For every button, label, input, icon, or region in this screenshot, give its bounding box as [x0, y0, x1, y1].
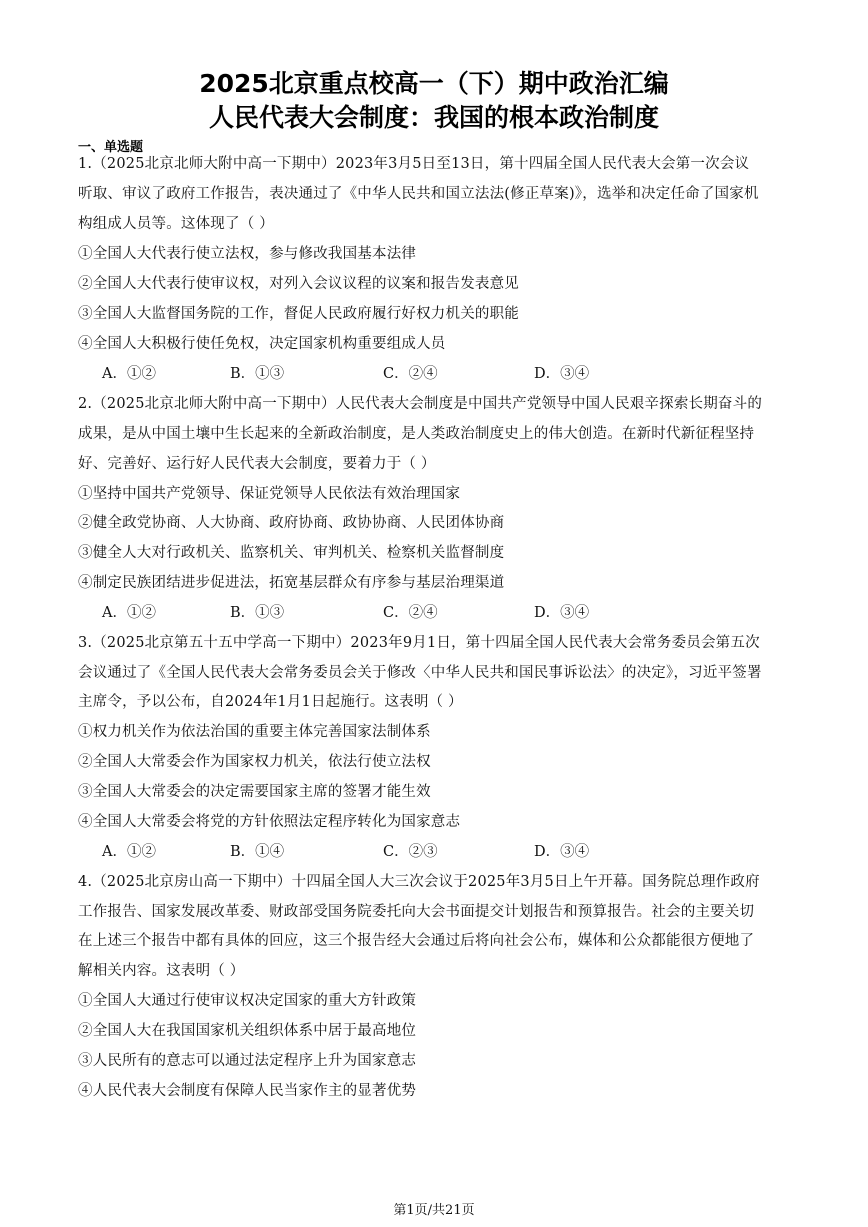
question-1-stem-line: 构组成人员等。这体现了（ ）	[78, 216, 274, 232]
question-4-stem-line: 工作报告、国家发展改革委、财政部受国务院委托向大会书面提交计划报告和预算报告。社会的主要关切	[78, 904, 755, 920]
question-2-stem-line: 好、完善好、运行好人民代表大会制度，要着力于（ ）	[78, 456, 436, 472]
question-2-item: ④制定民族团结进步促进法，拓宽基层群众有序参与基层治理渠道	[78, 575, 505, 591]
question-4-stem-line: 在上述三个报告中都有具体的回应，这三个报告经大会通过后将向社会公布，媒体和公众都能很方便地了	[78, 933, 755, 949]
question-2-stem-line: 2.（2025北京北师大附中高一下期中）人民代表大会制度是中国共产党领导中国人民艰辛探索长期奋斗的	[78, 396, 763, 412]
question-1-item: ①全国人大代表行使立法权，参与修改我国基本法律	[78, 246, 417, 262]
question-3-stem-line: 会议通过了《全国人民代表大会常务委员会关于修改〈中华人民共和国民事诉讼法〉的决定》，习近平签署	[78, 665, 762, 681]
question-2-item: ③健全人大对行政机关、监察机关、审判机关、检察机关监督制度	[78, 545, 505, 561]
question-3-item: ④全国人大常委会将党的方针依照法定程序转化为国家意志	[78, 814, 461, 830]
question-2-item: ①坚持中国共产党领导、保证党领导人民依法有效治理国家	[78, 486, 461, 502]
question-1-option-b: B．①③	[230, 366, 285, 382]
question-3-item: ②全国人大常委会作为国家权力机关，依法行使立法权	[78, 754, 431, 770]
question-1-option-d: D．③④	[534, 366, 590, 382]
question-2-option-c: C．②④	[383, 605, 438, 621]
question-3-item: ③全国人大常委会的决定需要国家主席的签署才能生效	[78, 784, 431, 800]
section-heading: 一、单选题	[78, 140, 144, 155]
question-1-stem-line: 1.（2025北京北师大附中高一下期中）2023年3月5日至13日，第十四届全国人民代表大会第一次会议	[78, 156, 750, 172]
question-1-option-a: A．①②	[102, 366, 156, 382]
document-title-line1: 2025北京重点校高一（下）期中政治汇编	[199, 69, 669, 98]
question-4-item: ①全国人大通过行使审议权决定国家的重大方针政策	[78, 993, 417, 1009]
question-3-stem-line: 3.（2025北京第五十五中学高一下期中）2023年9月1日，第十四届全国人民代表大会常务委员会第五次	[78, 635, 760, 651]
question-2-option-d: D．③④	[534, 605, 590, 621]
question-4-item: ②全国人大在我国国家机关组织体系中居于最高地位	[78, 1023, 417, 1039]
page-footer: 第1页/共21页	[393, 1203, 475, 1218]
question-4-item: ③人民所有的意志可以通过法定程序上升为国家意志	[78, 1053, 417, 1069]
question-1-stem-line: 听取、审议了政府工作报告，表决通过了《中华人民共和国立法法(修正草案)》，选举和决定任命了国家机	[78, 186, 759, 202]
question-1-item: ③全国人大监督国务院的工作，督促人民政府履行好权力机关的职能	[78, 306, 519, 322]
question-4-stem-line: 解相关内容。这表明（ ）	[78, 963, 245, 979]
question-1-option-c: C．②④	[383, 366, 438, 382]
question-2-item: ②健全政党协商、人大协商、政府协商、政协协商、人民团体协商	[78, 515, 505, 531]
document-title-line2: 人民代表大会制度：我国的根本政治制度	[208, 103, 659, 132]
question-4-item: ④人民代表大会制度有保障人民当家作主的显著优势	[78, 1083, 417, 1099]
question-2-stem-line: 成果，是从中国土壤中生长起来的全新政治制度，是人类政治制度史上的伟大创造。在新时代新征程坚持	[78, 426, 755, 442]
question-3-option-c: C．②③	[383, 844, 438, 860]
question-3-option-b: B．①④	[230, 844, 285, 860]
question-2-option-a: A．①②	[102, 605, 156, 621]
question-1-item: ④全国人大积极行使任免权，决定国家机构重要组成人员	[78, 336, 446, 352]
question-2-option-b: B．①③	[230, 605, 285, 621]
question-3-stem-line: 主席令，予以公布，自2024年1月1日起施行。这表明（ ）	[78, 694, 463, 710]
question-1-item: ②全国人大代表行使审议权，对列入会议议程的议案和报告发表意见	[78, 276, 519, 292]
question-3-option-a: A．①②	[102, 844, 156, 860]
question-3-option-d: D．③④	[534, 844, 590, 860]
question-3-item: ①权力机关作为依法治国的重要主体完善国家法制体系	[78, 724, 431, 740]
question-4-stem-line: 4.（2025北京房山高一下期中）十四届全国人大三次会议于2025年3月5日上午开幕。国务院总理作政府	[78, 874, 760, 890]
